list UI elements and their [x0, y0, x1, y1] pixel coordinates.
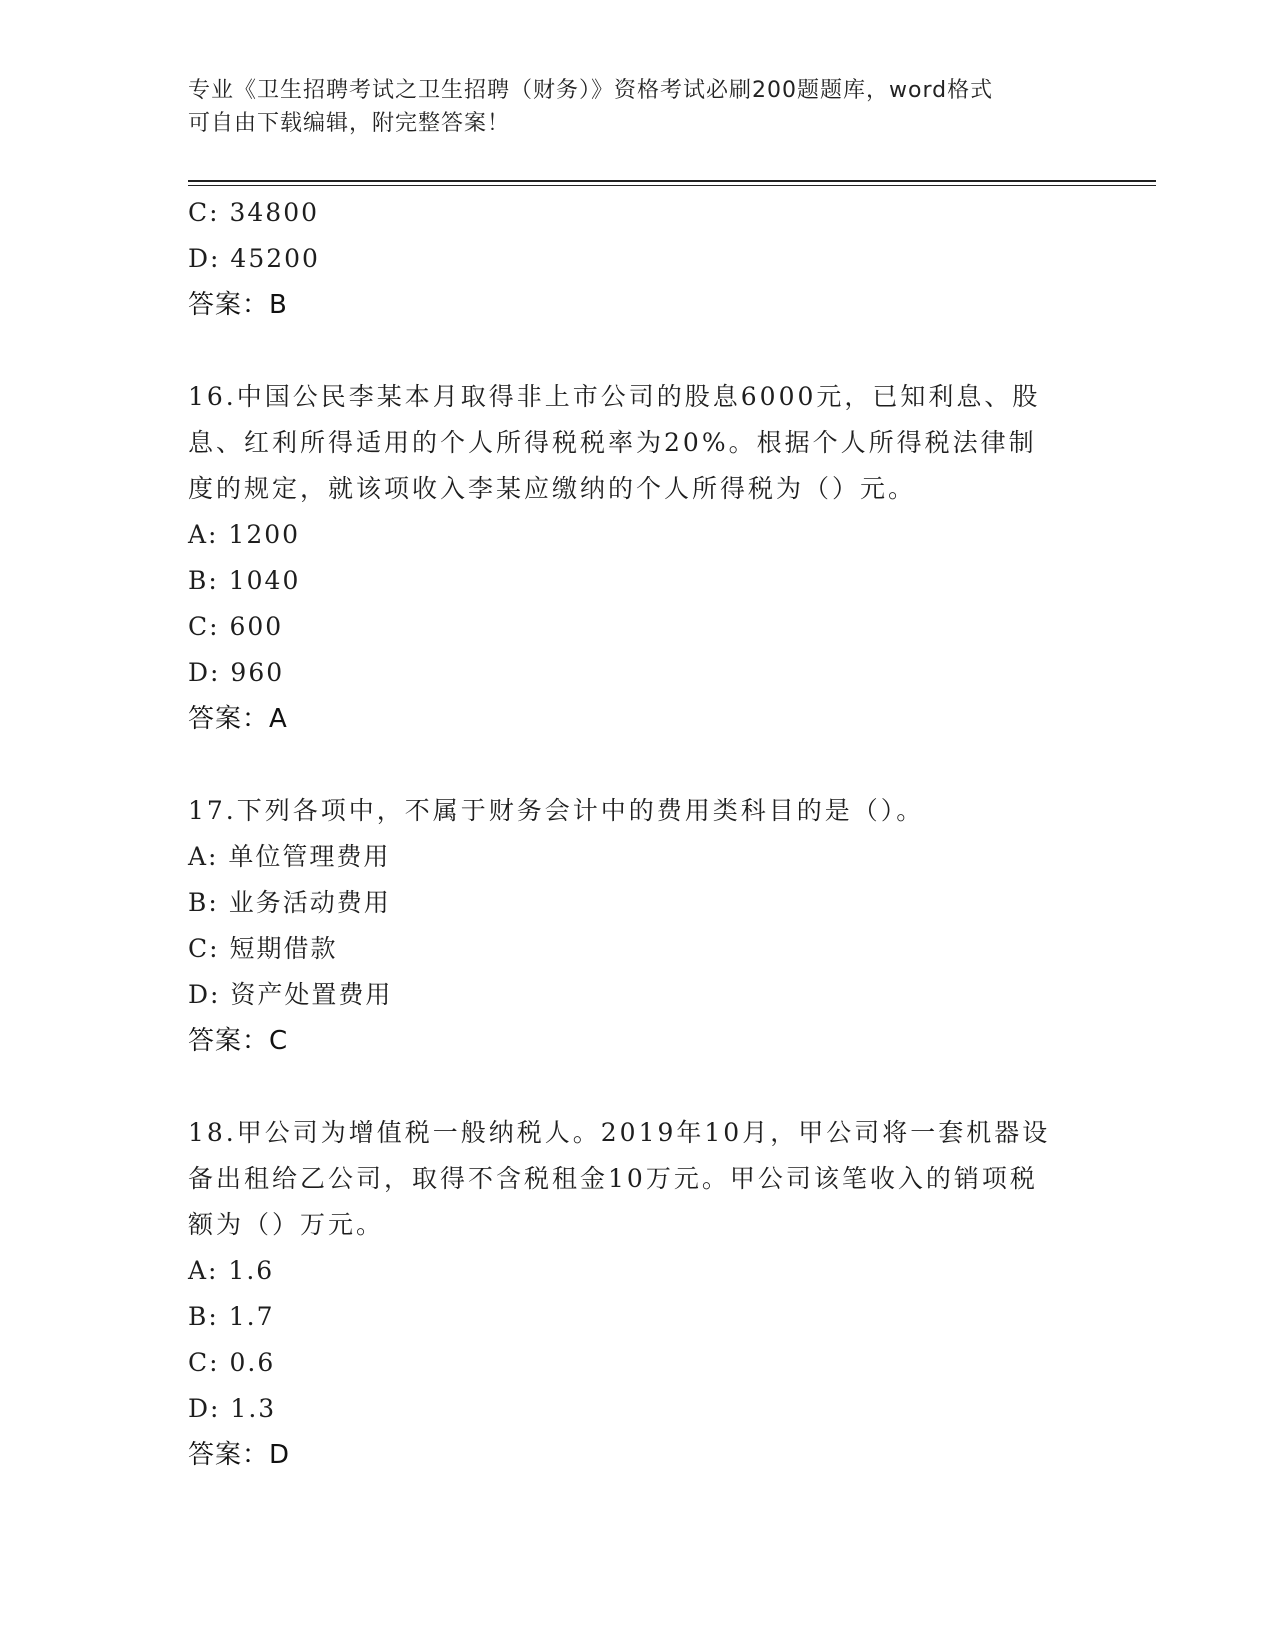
- document-header: [188, 74, 1068, 140]
- answer-line: 答案：B: [188, 290, 288, 320]
- option-d: D: 45200: [188, 244, 320, 273]
- header-title-line-1: 专业《卫生招聘考试之卫生招聘（财务）》资格考试必刷200题题库，word格式: [188, 78, 994, 103]
- option-b: B: 1.7: [188, 1302, 275, 1331]
- question-17: [188, 788, 1088, 1064]
- answer-line: 答案：D: [188, 1440, 291, 1470]
- spacer: [188, 1064, 1088, 1110]
- option-d: D: 960: [188, 658, 285, 687]
- header-divider-thin: [188, 185, 1156, 186]
- question-stem-line: 度的规定，就该项收入李某应缴纳的个人所得税为（）元。: [188, 474, 917, 503]
- header-title-line-2: 可自由下载编辑，附完整答案！: [188, 111, 511, 136]
- answer-line: 答案：A: [188, 704, 288, 734]
- option-c: C: 0.6: [188, 1348, 276, 1377]
- option-c: C: 600: [188, 612, 284, 641]
- question-list: [188, 190, 1088, 1478]
- question-16: [188, 374, 1088, 742]
- question-stem-line: 16.中国公民李某本月取得非上市公司的股息6000元，已知利息、股: [188, 382, 1041, 411]
- question-18: [188, 1110, 1088, 1478]
- question-stem-line: 18.甲公司为增值税一般纳税人。2019年10月，甲公司将一套机器设: [188, 1118, 1051, 1147]
- spacer: [188, 328, 1088, 374]
- option-a: A: 单位管理费用: [188, 842, 391, 871]
- option-d: D: 资产处置费用: [188, 980, 393, 1009]
- question-stem-line: 备出租给乙公司，取得不含税租金10万元。甲公司该笔收入的销项税: [188, 1164, 1038, 1193]
- header-divider-thick: [188, 180, 1156, 182]
- option-b: B: 1040: [188, 566, 301, 595]
- question-stem-line: 息、红利所得适用的个人所得税税率为20%。根据个人所得税法律制: [188, 428, 1037, 457]
- question-stem-line: 额为（）万元。: [188, 1210, 385, 1239]
- option-a: A: 1.6: [188, 1256, 275, 1285]
- question-stem-line: 17.下列各项中，不属于财务会计中的费用类科目的是（）。: [188, 796, 925, 825]
- option-d: D: 1.3: [188, 1394, 277, 1423]
- option-c: C: 34800: [188, 198, 320, 227]
- spacer: [188, 742, 1088, 788]
- option-a: A: 1200: [188, 520, 301, 549]
- option-b: B: 业务活动费用: [188, 888, 391, 917]
- answer-line: 答案：C: [188, 1026, 289, 1056]
- question-15-tail: [188, 190, 1088, 328]
- option-c: C: 短期借款: [188, 934, 338, 963]
